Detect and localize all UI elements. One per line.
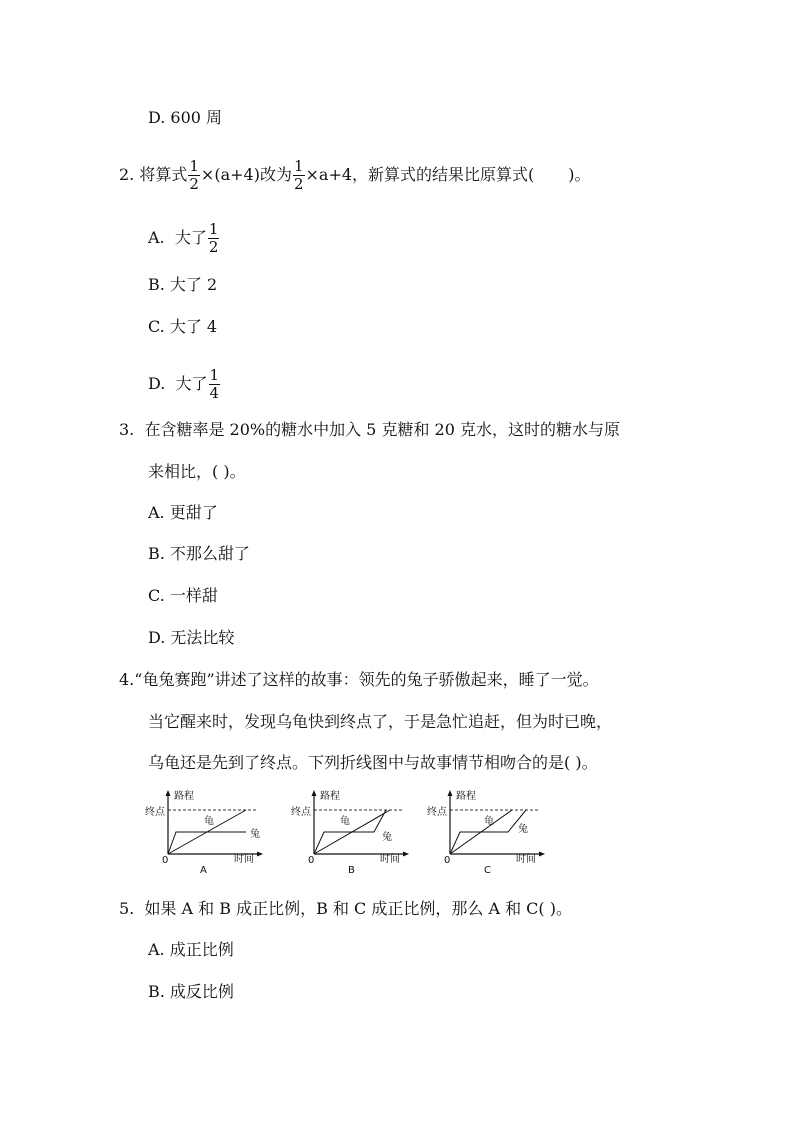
q4-graph-a — [140, 788, 280, 874]
graph-b-rabbit-label: 兔 — [382, 832, 392, 843]
graph-a-finish-label: 终点 — [145, 807, 165, 818]
graph-a-rabbit-line — [168, 832, 246, 854]
graph-c-finish-label: 终点 — [427, 807, 447, 818]
graph-b-x-label: 时间 — [380, 854, 400, 865]
q3-option-a: A. 更甜了 — [148, 503, 218, 522]
q4-stem-line3: 乌龟还是先到了终点。下列折线图中与故事情节相吻合的是( )。 — [148, 753, 598, 772]
q4-stem-line2: 当它醒来时，发现乌龟快到终点了，于是急忙追赶，但为时已晚， — [148, 712, 613, 731]
graph-a-y-arrow — [166, 790, 171, 796]
q5-option-b: B. 成反比例 — [148, 982, 234, 1001]
graph-b-turtle-label: 龟 — [340, 816, 350, 827]
graph-c-x-label: 时间 — [516, 854, 536, 865]
q2-option-d-fraction: $\frac{1}{4}$ — [209, 366, 220, 402]
q3-stem-line1: 3. 在含糖率是 20%的糖水中加入 5 克糖和 20 克水，这时的糖水与原 — [119, 420, 620, 439]
graph-c-y-arrow — [448, 790, 453, 796]
q3-option-c: C. 一样甜 — [148, 586, 218, 605]
graph-b-y-label: 路程 — [320, 791, 340, 802]
q3-option-b: B. 不那么甜了 — [148, 544, 250, 563]
q4-number: 4. — [119, 670, 135, 689]
graph-c-caption: C — [484, 865, 491, 876]
q2-expr-b: ×a+4，新算式的结果比原算式( — [305, 165, 535, 184]
graph-c-y-label: 路程 — [456, 791, 476, 802]
q2-option-c: C. 大了 4 — [148, 317, 218, 336]
q3-stem-line2: 来相比，( )。 — [148, 462, 246, 481]
q5-option-a: A. 成正比例 — [148, 940, 234, 959]
graph-b-origin: 0 — [308, 855, 315, 866]
q2-text-a: 将算式 — [139, 165, 188, 184]
graph-a-turtle-label: 龟 — [204, 816, 214, 827]
q2-fraction-b: $\frac{1}{2}$ — [293, 157, 304, 193]
q4-stem-line1: 4.“龟兔赛跑”讲述了这样的故事：领先的兔子骄傲起来，睡了一觉。 — [119, 670, 599, 689]
q2-option-a-fraction: $\frac{1}{2}$ — [208, 220, 219, 256]
graph-c-turtle-label: 龟 — [484, 816, 494, 827]
q2-option-a: A. 大了 $\frac{1}{2}$ — [148, 220, 219, 256]
graph-a-rabbit-label: 兔 — [250, 829, 260, 840]
graph-c-origin: 0 — [444, 855, 451, 866]
q2-number: 2. — [119, 165, 135, 184]
q2-fraction-a: $\frac{1}{2}$ — [189, 157, 199, 193]
graph-b-caption: B — [348, 865, 355, 876]
graph-a-x-label: 时间 — [234, 854, 254, 865]
graph-b-y-arrow — [312, 790, 317, 796]
graph-a-x-arrow — [257, 852, 263, 857]
graph-b-finish-label: 终点 — [291, 807, 311, 818]
graph-c-rabbit-label: 兔 — [518, 824, 528, 835]
graph-a-origin: 0 — [162, 855, 169, 866]
q2-text-end: )。 — [568, 165, 591, 184]
q5-number: 5. — [119, 899, 135, 918]
q4-graph-c — [422, 788, 562, 874]
q1-option-d: D. 600 周 — [148, 108, 223, 127]
q3-option-d: D. 无法比较 — [148, 628, 235, 647]
graph-b-x-arrow — [403, 852, 409, 857]
q2-stem — [119, 158, 591, 193]
graph-a-y-label: 路程 — [174, 791, 194, 802]
q2-option-d: D. 大了 $\frac{1}{4}$ — [148, 366, 220, 402]
q2-option-b: B. 大了 2 — [148, 275, 218, 294]
graph-a-caption: A — [200, 865, 207, 876]
q5-stem: 5. 如果 A 和 B 成正比例，B 和 C 成正比例，那么 A 和 C( )。 — [119, 899, 572, 918]
graph-c-x-arrow — [539, 852, 545, 857]
q3-number: 3. — [119, 420, 135, 439]
q2-expr-a: ×(a+4)改为 — [200, 165, 292, 184]
q4-graph-b — [286, 788, 426, 874]
